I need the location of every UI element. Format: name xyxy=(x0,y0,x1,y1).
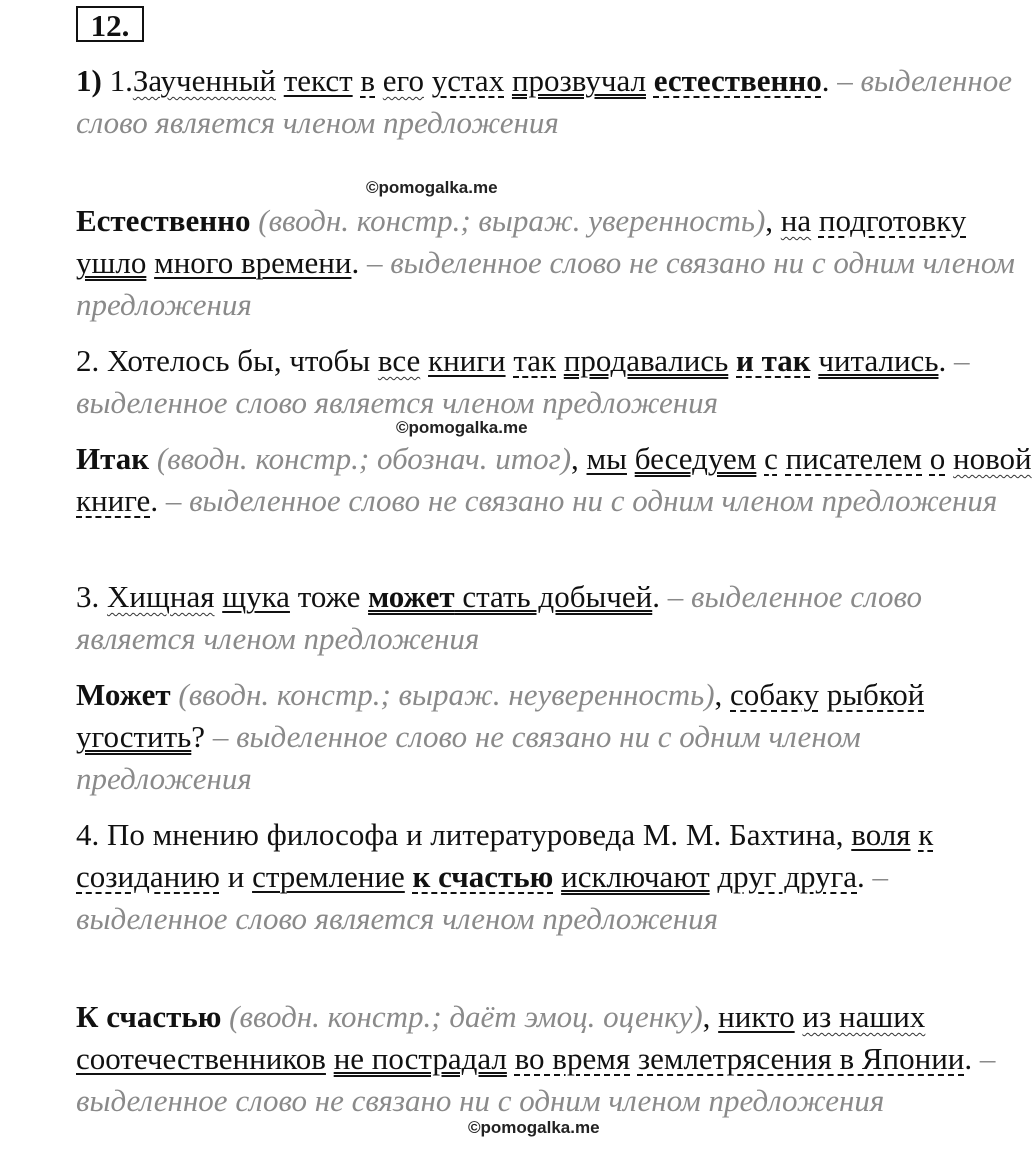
explanation-note: – выделенное слово не связано ни с одним членом предложения xyxy=(76,245,1015,322)
task-number: 12. xyxy=(76,6,144,42)
highlighted-word: и так xyxy=(736,343,811,378)
example-1-sentence: 1) 1.Заученный текст в его устах прозвучал естественно. – выделенное слово является членом предложения xyxy=(76,63,1013,140)
example-1-introductory: Естественно (вводн. констр.; выраж. уверенность), на подготовку ушло много времени. – выделенное слово не связано ни с одним членом предложения xyxy=(76,203,1015,322)
explanation-note: – выделенное слово не связано ни с одним членом предложения xyxy=(158,483,998,518)
highlighted-word: Может xyxy=(76,677,171,712)
example-4-sentence: 4. По мнению философа и литературоведа М. М. Бахтина, воля к созиданию и стремление к счастью исключают друг друга. – выделенное слово является членом предложения xyxy=(76,817,934,936)
explanation-note: – выделенное слово является членом предложения xyxy=(76,63,1013,140)
watermark: ©pomogalka.me xyxy=(366,178,498,197)
explanation-note: – выделенное слово является членом предложения xyxy=(76,579,923,656)
highlighted-word: Естественно xyxy=(76,203,251,238)
example-3-sentence: 3. Хищная щука тоже может стать добычей. – выделенное слово является членом предложения xyxy=(76,579,923,656)
parenthetical-note: (вводн. констр.; выраж. неуверенность) xyxy=(170,677,715,712)
explanation-note: – выделенное слово не связано ни с одним членом предложения xyxy=(76,719,861,796)
example-3-introductory: Может (вводн. констр.; выраж. неуверенность), собаку рыбкой угостить? – выделенное слово не связано ни с одним членом предложения xyxy=(76,677,925,796)
highlighted-word: К счастью xyxy=(76,999,222,1034)
example-2-introductory: Итак (вводн. констр.; обознач. итог), мы беседуем с писателем о новой книге. – выделенное слово не связано ни с одним членом предложения xyxy=(76,441,1032,518)
example-4-introductory: К счастью (вводн. констр.; даёт эмоц. оценку), никто из наших соотечественников не пострадал во время землетрясения в Японии. – выделенное слово не связано ни с одним членом предложения xyxy=(76,999,996,1118)
parenthetical-note: (вводн. констр.; выраж. уверенность) xyxy=(250,203,766,238)
explanation-note: – выделенное слово является членом предложения xyxy=(76,859,889,936)
highlighted-word: естественно xyxy=(653,63,822,98)
parenthetical-note: (вводн. констр.; обознач. итог) xyxy=(149,441,572,476)
highlighted-word: может xyxy=(368,579,455,614)
explanation-note: – выделенное слово является членом предложения xyxy=(76,343,970,420)
parenthetical-note: (вводн. констр.; даёт эмоц. оценку) xyxy=(221,999,703,1034)
example-2-sentence: 2. Хотелось бы, чтобы все книги так продавались и так читались. – выделенное слово является членом предложения xyxy=(76,343,970,420)
watermark: ©pomogalka.me xyxy=(396,418,528,437)
highlighted-word: к счастью xyxy=(412,859,554,894)
watermark: ©pomogalka.me xyxy=(468,1118,600,1137)
highlighted-word: Итак xyxy=(76,441,150,476)
explanation-note: – выделенное слово не связано ни с одним членом предложения xyxy=(76,1041,996,1118)
subtask-label: 1) xyxy=(76,63,102,98)
